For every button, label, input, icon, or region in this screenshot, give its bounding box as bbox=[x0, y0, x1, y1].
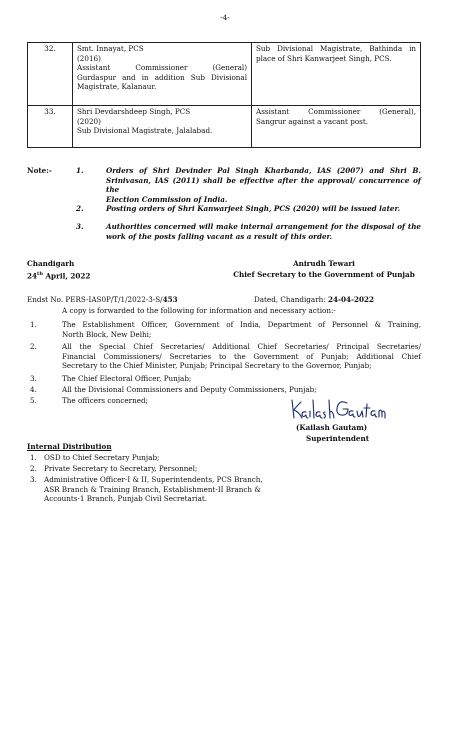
copy-item: The officers concerned; bbox=[62, 396, 148, 405]
internal-number: 1. bbox=[30, 453, 37, 462]
note-text bbox=[106, 204, 421, 214]
endorsement-number bbox=[27, 295, 178, 305]
dated-value: 24-04-2022 bbox=[327, 295, 374, 304]
date-day: 24 bbox=[27, 271, 38, 281]
officer-line: Assistant Commissioner (General) bbox=[77, 63, 247, 73]
serial-number: 32. bbox=[28, 43, 73, 106]
posting-line: Assistant Commissioner (General), bbox=[256, 107, 416, 116]
posting-line: Sangrur against a vacant post. bbox=[256, 116, 369, 126]
internal-line: Accounts-1 Branch, Punjab Civil Secretariat. bbox=[44, 494, 208, 504]
handwritten-signature bbox=[287, 394, 387, 424]
posting-cell bbox=[252, 106, 421, 148]
copy-line: Secretary to the Chief Minister, Punjab; Principal Secretary to the Governor, Punjab; bbox=[62, 361, 372, 371]
note-number: 3. bbox=[76, 222, 84, 231]
note-text bbox=[106, 166, 421, 204]
note-number: 2. bbox=[76, 204, 84, 213]
page-number: -4- bbox=[220, 13, 230, 22]
officer-cell bbox=[73, 43, 252, 106]
copy-intro: A copy is forwarded to the following for information and necessary action:- bbox=[62, 306, 336, 315]
table-row bbox=[28, 106, 421, 148]
internal-number: 3. bbox=[30, 475, 37, 484]
internal-line: ASR Branch & Training Branch, Establishment-II Branch & bbox=[44, 484, 261, 494]
copy-line: North Block, New Delhi; bbox=[62, 329, 152, 339]
copy-item bbox=[62, 342, 421, 371]
copy-number: 2. bbox=[30, 342, 37, 351]
note-number: 1. bbox=[76, 166, 84, 175]
copy-number: 4. bbox=[30, 385, 37, 394]
internal-distribution-heading: Internal Distribution bbox=[27, 442, 112, 451]
posting-line: place of Shri Kanwarjeet Singh, PCS. bbox=[256, 53, 392, 63]
note-line: Election Commission of India. bbox=[106, 194, 228, 204]
internal-item: Private Secretary to Secretary, Personnel; bbox=[44, 464, 198, 473]
place: Chandigarh bbox=[27, 259, 75, 268]
copy-number: 5. bbox=[30, 396, 37, 405]
note-line: Srinivasan, IAS (2011) shall be effective after the approval/ concurrence of the bbox=[106, 175, 421, 195]
internal-item bbox=[44, 475, 304, 504]
endorsement-date bbox=[254, 295, 374, 305]
endorsement-prefix: Endst No. PERS-IAS0P/T/1/2022-3-S/ bbox=[27, 295, 163, 304]
note-line: Orders of Shri Devinder Pal Singh Kharbanda, IAS (2007) and Shri B. bbox=[106, 166, 421, 175]
copy-item: All the Divisional Commissioners and Deputy Commissioners, Punjab; bbox=[62, 385, 317, 394]
copy-line: The Establishment Officer, Government of India, Department of Personnel & Training, bbox=[62, 320, 421, 329]
officer-line: Shri Devdarshdeep Singh, PCS bbox=[77, 107, 191, 116]
note-label: Note:- bbox=[27, 166, 52, 175]
signer-name: (Kailash Gautam) bbox=[296, 423, 368, 432]
internal-number: 2. bbox=[30, 464, 37, 473]
serial-number: 33. bbox=[28, 106, 73, 148]
posting-table bbox=[27, 42, 421, 148]
copy-number: 1. bbox=[30, 320, 37, 329]
officer-line: (2020) bbox=[77, 116, 101, 126]
note-line: Posting orders of Shri Kanwarjeet Singh, PCS (2020) will be issued later. bbox=[106, 204, 401, 213]
officer-line: Gurdaspur and in addition Sub Divisional bbox=[77, 72, 247, 82]
officer-line: Smt. Innayat, PCS bbox=[77, 44, 144, 53]
internal-line: Administrative Officer-I & II, Superintendents, PCS Branch, bbox=[44, 475, 263, 484]
table-row bbox=[28, 43, 421, 106]
officer-line: (2016) bbox=[77, 53, 101, 63]
copy-line: Financial Commissioners/ Secretaries to the Government of Punjab; Additional Chief bbox=[62, 351, 421, 361]
officer-line: Magistrate, Kalanaur. bbox=[77, 82, 157, 92]
date-suffix: th bbox=[37, 271, 43, 277]
officer-line: Sub Divisional Magistrate, Jalalabad. bbox=[77, 126, 213, 136]
posting-line: Sub Divisional Magistrate, Bathinda in bbox=[256, 44, 416, 53]
signatory-title: Chief Secretary to the Government of Punjab bbox=[233, 270, 415, 279]
officer-cell bbox=[73, 106, 252, 148]
endorsement-no: 453 bbox=[162, 295, 178, 304]
note-line: Authorities concerned will make internal arrangement for the disposal of the bbox=[106, 222, 421, 231]
signatory-name: Anirudh Tewari bbox=[293, 259, 355, 268]
date-rest: April, 2022 bbox=[42, 271, 91, 281]
posting-cell bbox=[252, 43, 421, 106]
signature-text bbox=[287, 394, 288, 395]
dated-label: Dated, Chandigarh: bbox=[254, 295, 328, 304]
copy-number: 3. bbox=[30, 374, 37, 383]
note-line: work of the posts falling vacant as a result of this order. bbox=[106, 231, 333, 241]
copy-item bbox=[62, 320, 421, 339]
copy-line: All the Special Chief Secretaries/ Additional Chief Secretaries/ Principal Secretaries/ bbox=[62, 342, 421, 351]
signer-title: Superintendent bbox=[306, 434, 370, 443]
internal-item: OSD to Chief Secretary Punjab; bbox=[44, 453, 160, 462]
copy-item: The Chief Electoral Officer, Punjab; bbox=[62, 374, 192, 383]
order-date bbox=[27, 270, 90, 281]
note-text bbox=[106, 222, 421, 241]
